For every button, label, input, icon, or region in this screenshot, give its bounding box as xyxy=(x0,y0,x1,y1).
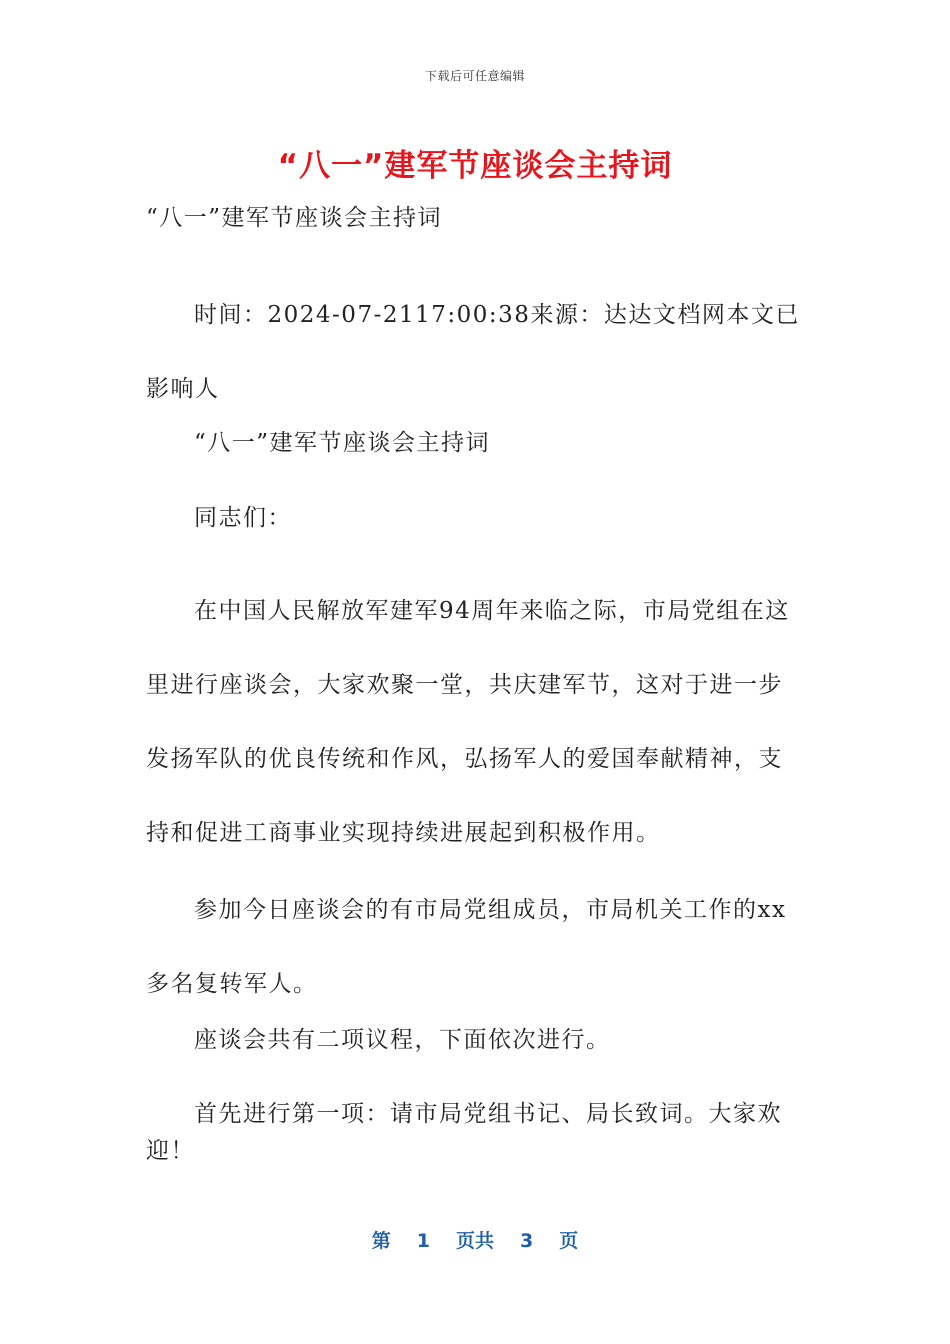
paragraph-heading: “八一”建军节座谈会主持词 xyxy=(194,430,491,456)
footer-label-post: 页 xyxy=(559,1230,579,1252)
paragraph-meta: 时间：2024-07-2117:00:38来源：达达文档网本文已影响人 xyxy=(146,302,800,402)
paragraph-agenda: 座谈会共有二项议程，下面依次进行。 xyxy=(194,1027,611,1053)
paragraph-attendees: 参加今日座谈会的有市局党组成员，市局机关工作的xx多名复转军人。 xyxy=(146,897,787,997)
document-title: “八一”建军节座谈会主持词 xyxy=(277,148,673,184)
paragraph-subtitle: “八一”建军节座谈会主持词 xyxy=(146,205,443,231)
footer-page-total: 3 xyxy=(520,1230,534,1252)
footer-page-current: 1 xyxy=(416,1230,430,1252)
paragraph-first-item: 首先进行第一项：请市局党组书记、局长致词。大家欢迎！ xyxy=(146,1101,782,1164)
header-note: 下载后可任意编辑 xyxy=(424,69,525,83)
footer-label-mid: 页共 xyxy=(455,1230,494,1252)
paragraph-intro: 在中国人民解放军建军94周年来临之际，市局党组在这里进行座谈会，大家欢聚一堂，共庆建军节，这对于进一步发扬军队的优良传统和作风，弘扬军人的爱国奉献精神，支持和促进工商事业实现持续进展起到积极作用。 xyxy=(146,598,790,846)
footer-label-pre: 第 xyxy=(371,1230,391,1252)
page-footer xyxy=(0,1226,950,1253)
paragraph-greeting: 同志们： xyxy=(194,505,292,531)
